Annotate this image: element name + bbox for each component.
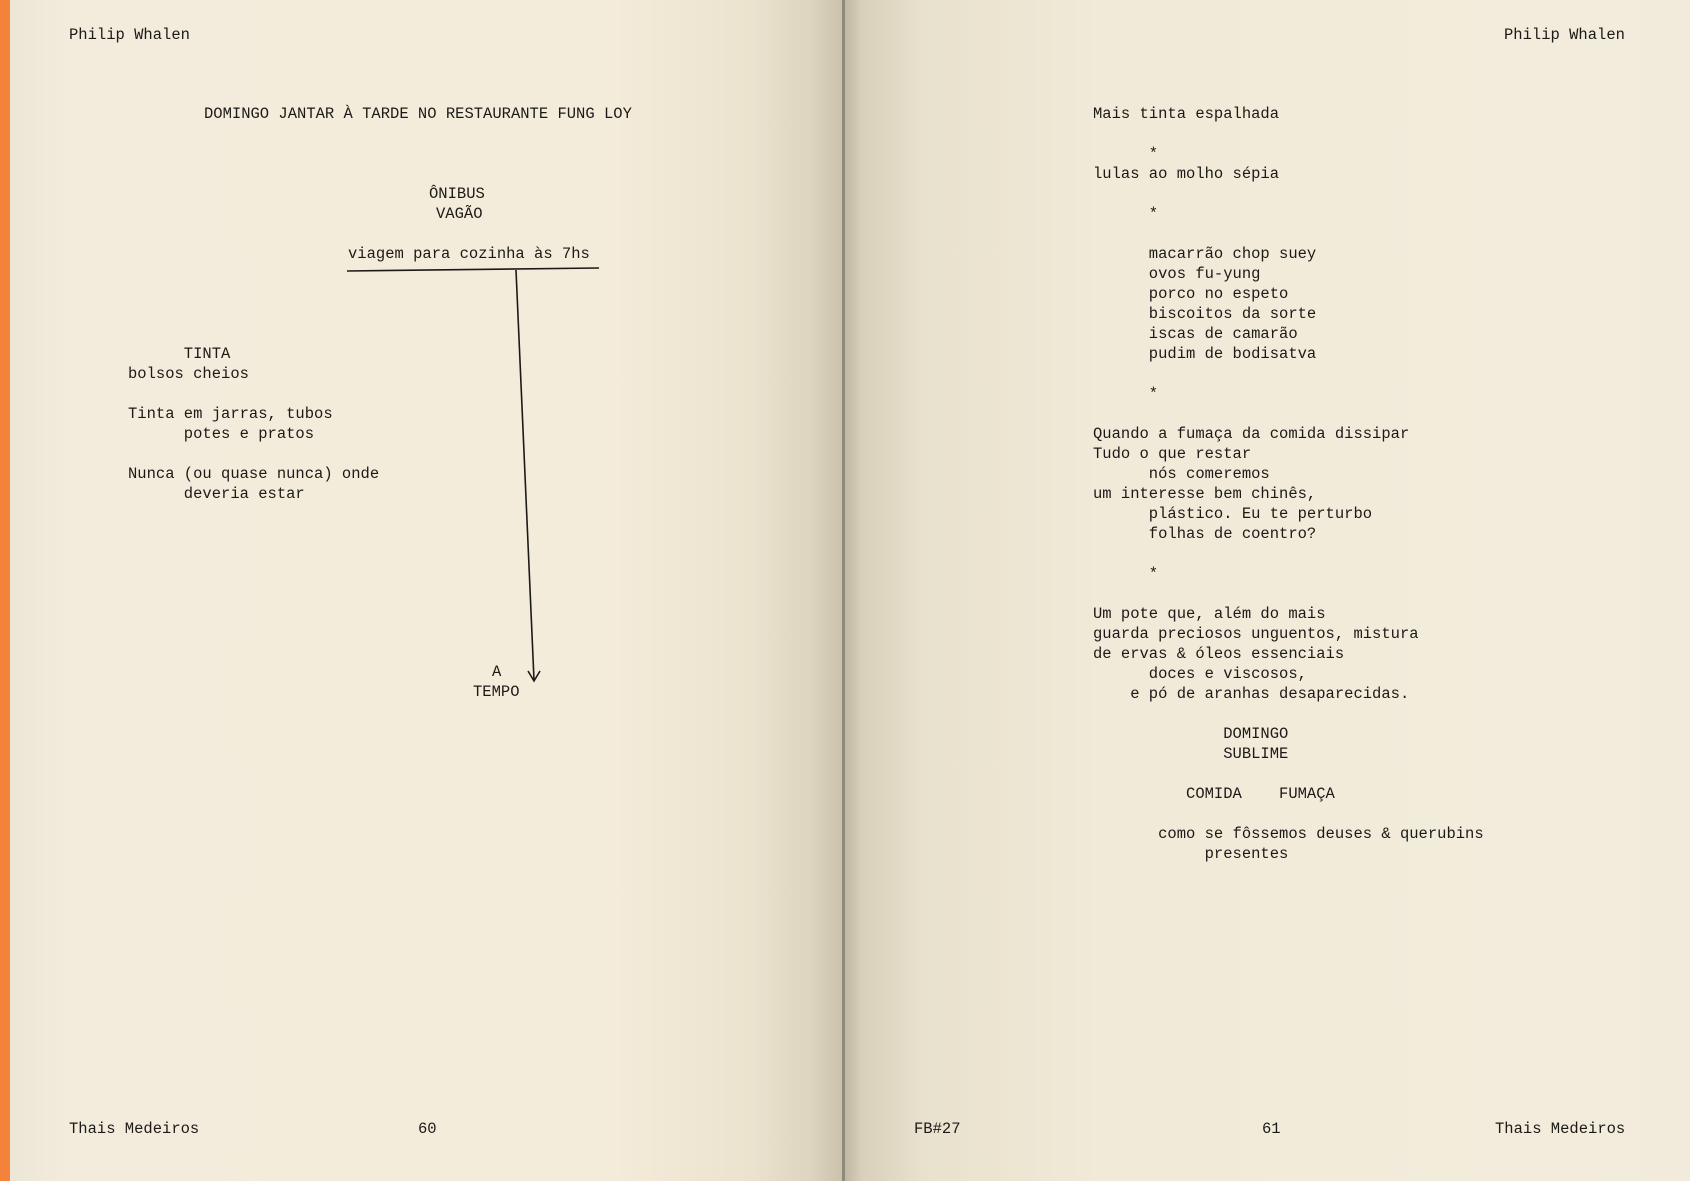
poem-line: SUBLIME	[1093, 745, 1289, 763]
tinta-line: deveria estar	[128, 485, 305, 503]
tinta-line: Nunca (ou quase nunca) onde	[128, 465, 380, 483]
poem-line: um interesse bem chinês,	[1093, 485, 1317, 503]
poem-line: de ervas & óleos essenciais	[1093, 645, 1345, 663]
poem-line: folhas de coentro?	[1093, 525, 1317, 543]
poem-line: e pó de aranhas desaparecidas.	[1093, 685, 1410, 703]
poem-line: Tudo o que restar	[1093, 445, 1252, 463]
tempo-label: TEMPO	[473, 683, 520, 701]
book-spread	[10, 0, 1690, 1181]
poem-line: *	[1093, 205, 1159, 223]
poem-line: *	[1093, 385, 1159, 403]
tinta-line: TINTA	[128, 345, 231, 363]
poem-line: nós comeremos	[1093, 465, 1270, 483]
poem-line: Um pote que, além do mais	[1093, 605, 1326, 623]
poem-line: DOMINGO	[1093, 725, 1289, 743]
right-page	[844, 0, 1690, 1181]
tinta-line: potes e pratos	[128, 425, 315, 443]
viagem-label: viagem para cozinha às 7hs	[348, 245, 590, 263]
poem-line: Mais tinta espalhada	[1093, 105, 1280, 123]
poem-line: doces e viscosos,	[1093, 665, 1307, 683]
tinta-line: Tinta em jarras, tubos	[128, 405, 333, 423]
book-gutter	[842, 0, 845, 1181]
left-page-number: 60	[418, 1120, 437, 1138]
poem-line: iscas de camarão	[1093, 325, 1298, 343]
left-header-author: Philip Whalen	[69, 26, 190, 44]
poem-line: macarrão chop suey	[1093, 245, 1317, 263]
poem-line: como se fôssemos deuses & querubins	[1093, 825, 1484, 843]
poem-title: DOMINGO JANTAR À TARDE NO RESTAURANTE FUNG LOY	[204, 105, 632, 123]
poem-line: ovos fu-yung	[1093, 265, 1261, 283]
poem-line: porco no espeto	[1093, 285, 1289, 303]
onibus-label: ÔNIBUS	[429, 185, 485, 203]
horizontal-rule	[347, 268, 599, 271]
right-page-number: 61	[1262, 1120, 1281, 1138]
issue-label: FB#27	[914, 1120, 961, 1138]
poem-line: lulas ao molho sépia	[1093, 165, 1280, 183]
left-footer-author: Thais Medeiros	[69, 1120, 200, 1138]
poem-line: biscoitos da sorte	[1093, 305, 1317, 323]
poem-line: plástico. Eu te perturbo	[1093, 505, 1373, 523]
right-footer-author: Thais Medeiros	[1495, 1120, 1626, 1138]
poem-line: COMIDA FUMAÇA	[1093, 785, 1335, 803]
poem-line: Quando a fumaça da comida dissipar	[1093, 425, 1410, 443]
poem-line: pudim de bodisatva	[1093, 345, 1317, 363]
poem-line: *	[1093, 145, 1159, 163]
vagao-label: VAGÃO	[436, 205, 483, 223]
tinta-line: bolsos cheios	[128, 365, 249, 383]
left-page	[10, 0, 844, 1181]
right-header-author: Philip Whalen	[1504, 26, 1625, 44]
a-label: A	[492, 663, 502, 681]
arrow-shaft	[516, 270, 534, 680]
poem-line: guarda preciosos unguentos, mistura	[1093, 625, 1419, 643]
poem-line: *	[1093, 565, 1159, 583]
poem-line: presentes	[1093, 845, 1289, 863]
